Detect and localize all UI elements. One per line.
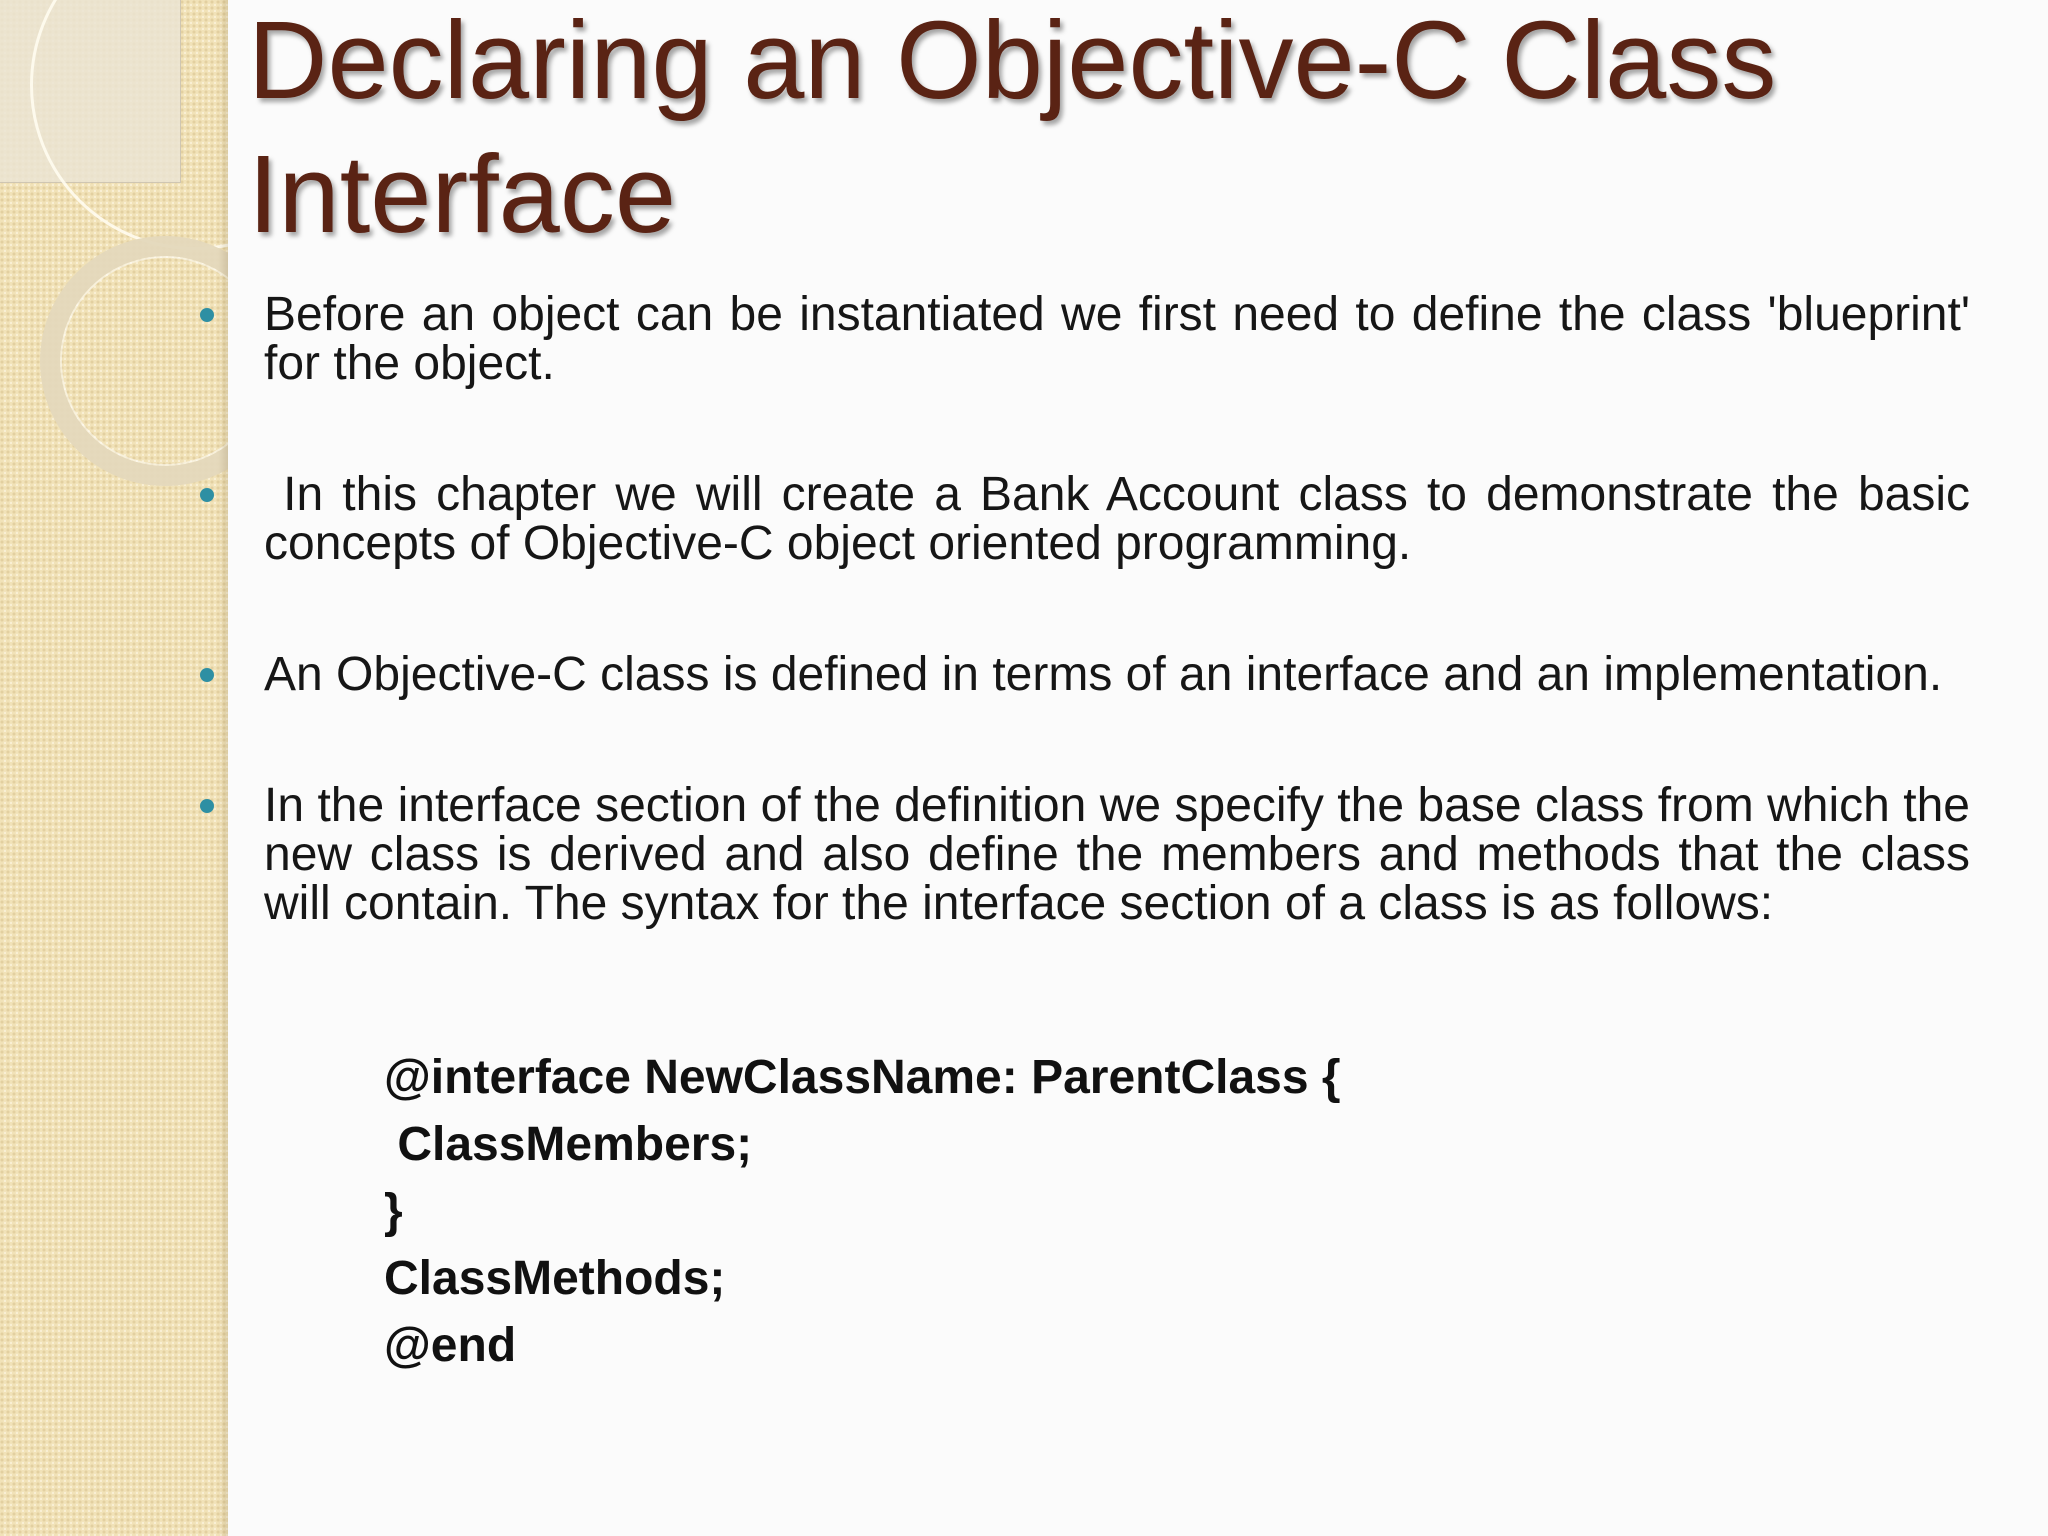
bullet-item bbox=[200, 288, 1984, 390]
bullet-item bbox=[200, 468, 1984, 570]
slide-title: Declaring an Objective-C Class Interface bbox=[248, 0, 1777, 256]
bullet-item bbox=[200, 650, 1970, 699]
bullet-marker bbox=[200, 308, 214, 322]
decorative-side-panel bbox=[0, 0, 228, 1536]
decorative-ring-large bbox=[30, 0, 228, 250]
bullet-text: In the interface section of the definition we specify the base class from which the new class is derived and also define the members and methods that the class will contain. The syntax for the interface section of a class is as follows: bbox=[264, 779, 1984, 930]
bullet-marker bbox=[200, 799, 214, 813]
code-line: ClassMembers; bbox=[384, 1118, 753, 1171]
bullet-text: An Objective-C class is defined in terms of an interface and an implementation. bbox=[264, 648, 1943, 701]
code-line: } bbox=[384, 1185, 403, 1238]
bullet-list bbox=[200, 288, 1984, 1010]
code-line: @interface NewClassName: ParentClass { bbox=[384, 1051, 1341, 1104]
bullet-text: In this chapter we will create a Bank Account class to demonstrate the basic concepts of Objective-C object oriented programming. bbox=[264, 468, 1984, 570]
bullet-item bbox=[200, 779, 1984, 930]
bullet-text: Before an object can be instantiated we first need to define the class 'blueprint' for the object. bbox=[264, 288, 1984, 390]
code-line: ClassMethods; bbox=[384, 1252, 726, 1305]
bullet-marker bbox=[200, 668, 214, 682]
bullet-marker bbox=[200, 488, 214, 502]
code-line: @end bbox=[384, 1319, 517, 1372]
code-block bbox=[384, 1044, 1584, 1379]
